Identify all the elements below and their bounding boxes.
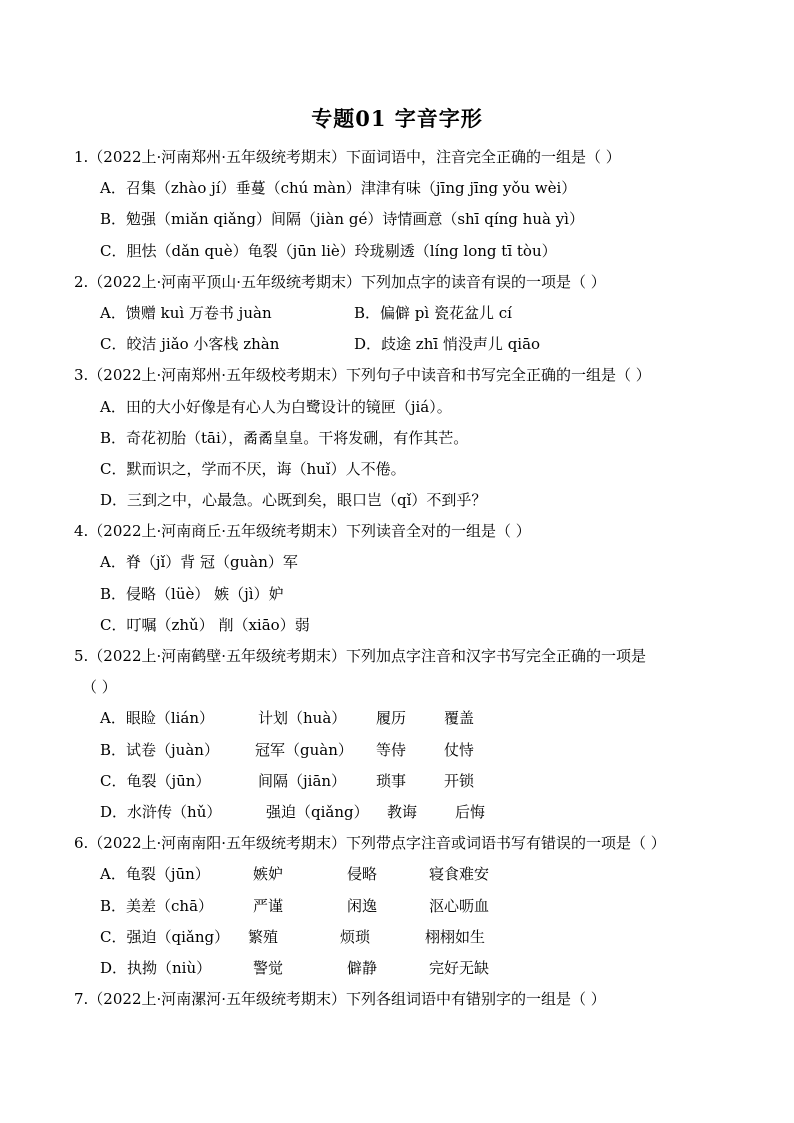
option-row bbox=[74, 859, 734, 890]
option-word: 僻静 bbox=[347, 958, 378, 977]
question-stem: 1.（2022上·河南郑州·五年级统考期末）下面词语中，注音完全正确的一组是（ ） bbox=[74, 148, 621, 166]
question-stem: 3.（2022上·河南郑州·五年级校考期末）下列句子中读音和书写完全正确的一组是（ ） bbox=[74, 366, 651, 385]
option-d: D．歧途 zhī 悄没声儿 qiāo bbox=[354, 335, 541, 354]
option-row bbox=[74, 797, 734, 828]
option-word: 完好无缺 bbox=[429, 958, 490, 977]
option-word: 后悔 bbox=[455, 802, 486, 821]
option-b: B．偏僻 pì 瓷花盆儿 cí bbox=[354, 303, 512, 322]
option-row bbox=[74, 953, 734, 984]
option-word: 冠军（guàn） bbox=[255, 740, 353, 759]
option-b: B．美差（chā） bbox=[100, 896, 214, 915]
option-row bbox=[74, 329, 734, 360]
option-a: A．龟裂（jūn） bbox=[100, 865, 210, 884]
option-word: 仗恃 bbox=[444, 740, 475, 759]
option-word: 警觉 bbox=[253, 958, 284, 977]
option-row bbox=[74, 891, 734, 922]
option-row bbox=[74, 922, 734, 953]
option-row bbox=[74, 766, 734, 797]
option-a: A．脊（jǐ）背 冠（guàn）军 bbox=[100, 553, 298, 572]
option-word: 严谨 bbox=[253, 896, 284, 915]
question-stem: 5.（2022上·河南鹤壁·五年级统考期末）下列加点字注音和汉字书写完全正确的一项是 bbox=[74, 647, 647, 665]
question-stem: 7.（2022上·河南漯河·五年级统考期末）下列各组词语中有错别字的一组是（ ） bbox=[74, 990, 606, 1009]
option-d: D．执拗（niù） bbox=[100, 958, 212, 977]
option-word: 计划（huà） bbox=[258, 709, 347, 728]
option-word: 寝食难安 bbox=[429, 865, 490, 884]
option-word: 侵略 bbox=[347, 865, 378, 884]
question-stem-continuation: （ ） bbox=[82, 678, 117, 697]
question-stem: 6.（2022上·河南南阳·五年级统考期末）下列带点字注音或词语书写有错误的一项是（ ） bbox=[74, 834, 666, 853]
option-c: C．强迫（qiǎng） bbox=[100, 927, 230, 946]
option-b: B．勉强（miǎn qiǎng）间隔（jiàn gé）诗情画意（shī qíng huà yì） bbox=[100, 210, 584, 229]
option-word: 栩栩如生 bbox=[425, 927, 486, 946]
option-b: B．试卷（juàn） bbox=[100, 740, 219, 759]
option-row bbox=[74, 703, 734, 734]
page-title: 专题01 字音字形 bbox=[311, 106, 483, 131]
option-a: A．召集（zhào jí）垂蔓（chú màn）津津有味（jīng jīng yǒu wèi） bbox=[100, 179, 577, 198]
option-c: C．皎洁 jiǎo 小客栈 zhàn bbox=[100, 335, 280, 354]
option-row bbox=[74, 298, 734, 329]
option-word: 开锁 bbox=[444, 771, 475, 790]
option-row bbox=[74, 735, 734, 766]
option-a: A．馈赠 kuì 万卷书 juàn bbox=[100, 303, 272, 322]
option-word: 强迫（qiǎng） bbox=[266, 802, 369, 821]
option-d: D．水浒传（hǔ） bbox=[100, 802, 222, 821]
option-word: 烦琐 bbox=[340, 927, 371, 946]
option-word: 闲逸 bbox=[347, 896, 378, 915]
option-d: D．三到之中，心最急。心既到矣，眼口岂（qǐ）不到乎？ bbox=[100, 491, 487, 510]
option-word: 教诲 bbox=[387, 802, 418, 821]
option-word: 等侍 bbox=[376, 740, 407, 759]
option-c: C．默而识之，学而不厌，诲（huǐ）人不倦。 bbox=[100, 459, 406, 478]
option-c: C．叮嘱（zhǔ） 削（xiāo）弱 bbox=[100, 615, 310, 634]
option-word: 繁殖 bbox=[248, 927, 279, 946]
question-stem: 2.（2022上·河南平顶山·五年级统考期末）下列加点字的读音有误的一项是（ ） bbox=[74, 272, 606, 291]
option-word: 履历 bbox=[376, 709, 407, 728]
option-a: A．田的大小好像是有心人为白鹭设计的镜匣（jiá）。 bbox=[100, 397, 452, 416]
option-c: C．胆怯（dǎn què）龟裂（jūn liè）玲珑剔透（líng long tī tòu） bbox=[100, 241, 557, 260]
option-a: A．眼睑（lián） bbox=[100, 709, 215, 728]
option-word: 琐事 bbox=[376, 771, 407, 790]
option-b: B．侵略（lüè） 嫉（jì）妒 bbox=[100, 584, 284, 603]
option-word: 间隔（jiān） bbox=[258, 771, 347, 790]
option-c: C．龟裂（jūn） bbox=[100, 771, 211, 790]
option-b: B．奇花初胎（tāi），矞矞皇皇。干将发硎，有作其芒。 bbox=[100, 428, 469, 447]
option-word: 嫉妒 bbox=[253, 865, 284, 884]
question-stem: 4.（2022上·河南商丘·五年级统考期末）下列读音全对的一组是（ ） bbox=[74, 522, 531, 541]
question-list bbox=[74, 142, 734, 1015]
option-word: 沤心呖血 bbox=[429, 896, 490, 915]
option-word: 覆盖 bbox=[444, 709, 475, 728]
